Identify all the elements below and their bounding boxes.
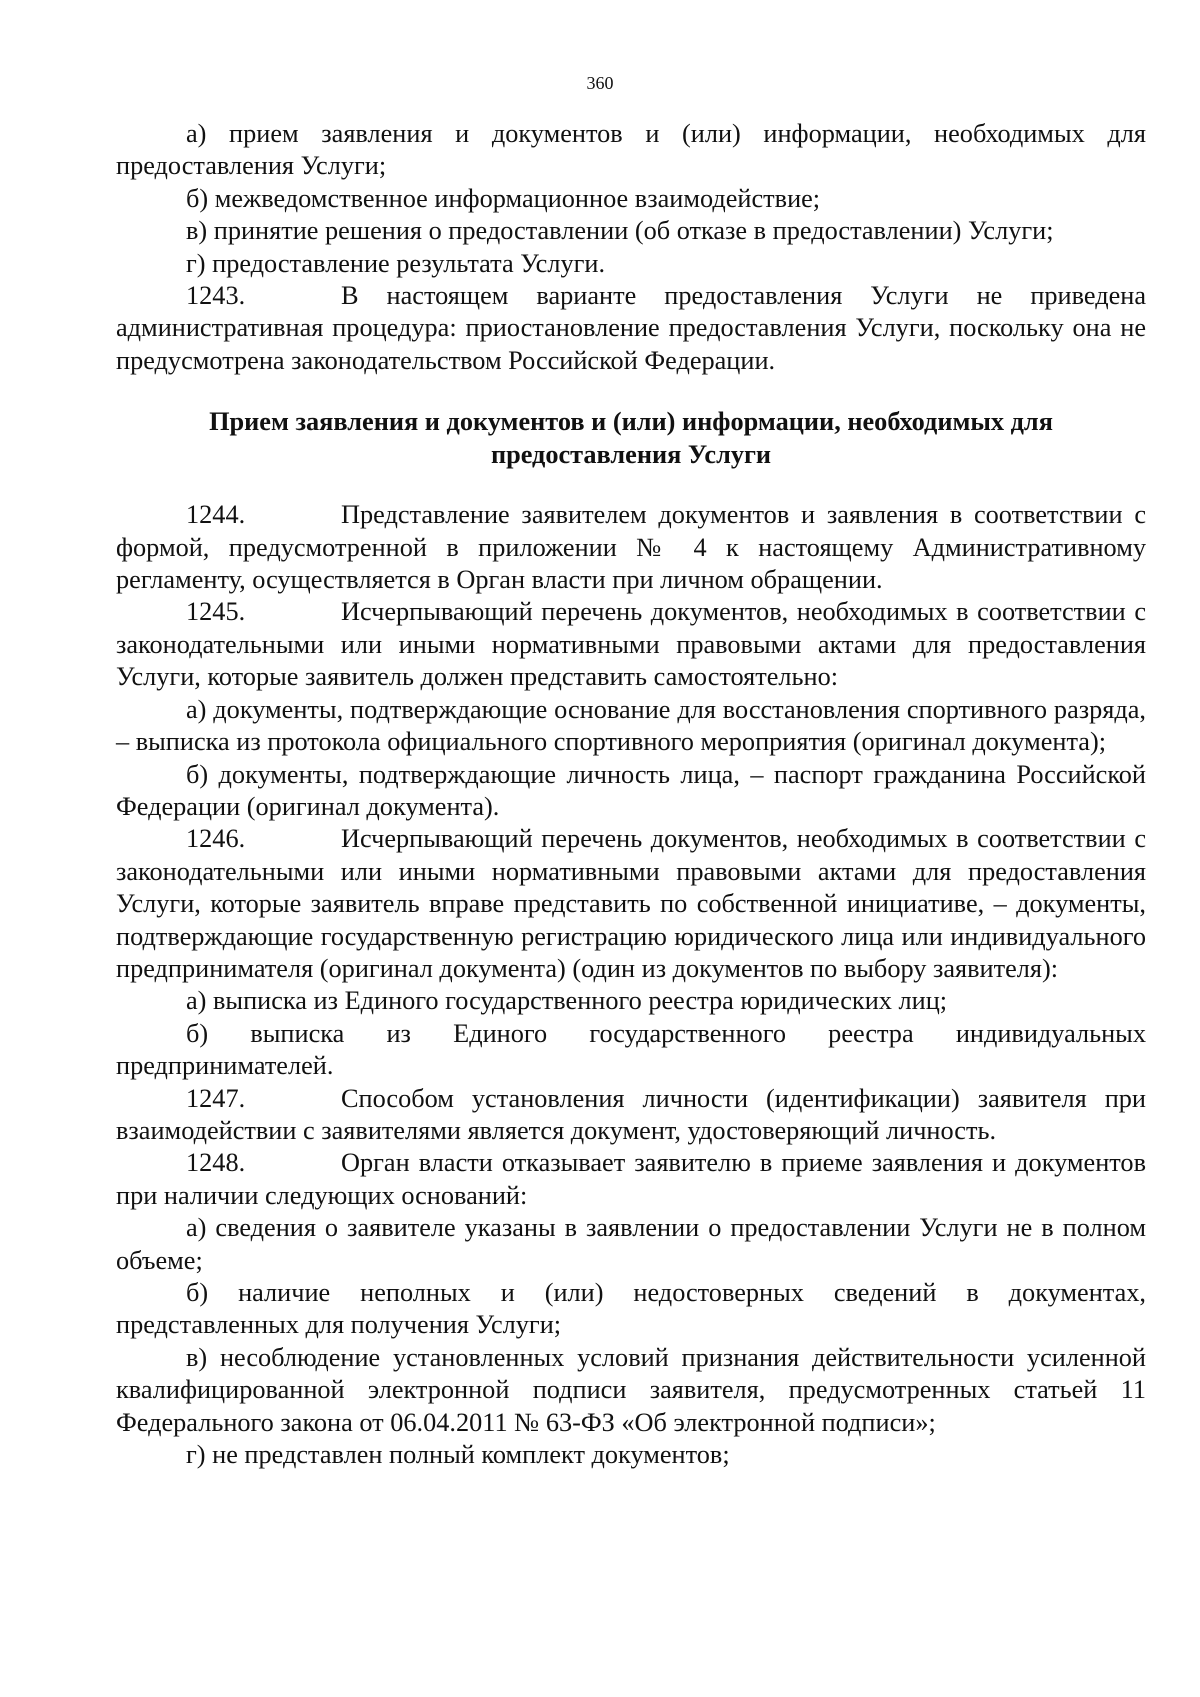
list-item-paragraph: б) документы, подтверждающие личность лица, – паспорт гражданина Российской Федерации (оригинал документа). [116, 759, 1146, 821]
numbered-paragraph [116, 1083, 1146, 1148]
numbered-paragraph [116, 499, 1146, 596]
paragraph-number: 1246. [186, 824, 246, 854]
paragraphs-before-section [116, 118, 1146, 377]
paragraph-number: 1243. [186, 281, 246, 311]
list-item-paragraph: а) выписка из Единого государственного реестра юридических лиц; [186, 986, 948, 1016]
list-item-paragraph: а) документы, подтверждающие основание для восстановления спортивного разряда, – выписка из протокола официального спортивного мероприятия (оригинал документа); [116, 694, 1146, 757]
list-item-paragraph: в) принятие решения о предоставлении (об отказе в предоставлении) Услуги; [186, 216, 1054, 246]
page-number: 360 [586, 73, 614, 93]
numbered-paragraph [116, 280, 1146, 377]
paragraph-number: 1244. [186, 500, 246, 530]
list-item-paragraph: а) сведения о заявителе указаны в заявлении о предоставлении Услуги не в полном объеме; [116, 1213, 1146, 1275]
paragraphs-after-section [116, 499, 1146, 1471]
paragraph-text: Исчерпывающий перечень документов, необходимых в соответствии с законодательными или иными нормативными правовыми актами для предоставления Услуги, которые заявитель должен представить самостоятельно: [116, 597, 1146, 692]
list-item-paragraph: б) межведомственное информационное взаимодействие; [186, 183, 821, 213]
list-item-paragraph: а) прием заявления и документов и (или) информации, необходимых для предоставления Услуги; [116, 119, 1146, 181]
section-title: Прием заявления и документов и (или) информации, необходимых для предоставления Услуги [209, 407, 1053, 470]
paragraph-number: 1247. [186, 1083, 246, 1113]
paragraph-text: Исчерпывающий перечень документов, необходимых в соответствии с законодательными или иными нормативными правовыми актами для предоставления Услуги, которые заявитель вправе представить по собственной инициативе, – документы, подтверждающие государственную регистрацию юридического лица или индивидуального предпринимателя (оригинал документа) (один из документов по выбору заявителя): [116, 824, 1146, 983]
paragraph-text: Представление заявителем документов и заявления в соответствии с формой, предусмотренной в приложении № 4 к настоящему Административному регламенту, осуществляется в Орган власти при личном обращении. [116, 500, 1146, 595]
numbered-paragraph [116, 1147, 1146, 1212]
list-item-paragraph: б) наличие неполных и (или) недостоверных сведений в документах, представленных для получения Услуги; [116, 1278, 1146, 1340]
paragraph-number: 1245. [186, 597, 246, 627]
list-item-paragraph: г) предоставление результата Услуги. [186, 248, 606, 278]
document-body [116, 118, 1146, 1471]
paragraph-text: Способом установления личности (идентификации) заявителя при взаимодействии с заявителями является документ, удостоверяющий личность. [116, 1083, 1146, 1145]
paragraph-text: Орган власти отказывает заявителю в приеме заявления и документов при наличии следующих оснований: [116, 1148, 1146, 1210]
list-item-paragraph: б) выписка из Единого государственного реестра индивидуальных предпринимателей. [116, 1018, 1146, 1081]
paragraph-text: В настоящем варианте предоставления Услуги не приведена административная процедура: приостановление предоставления Услуги, поскольку она не предусмотрена законодательством Российской Федерации. [116, 281, 1146, 375]
numbered-paragraph [116, 823, 1146, 985]
numbered-paragraph [116, 596, 1146, 693]
list-item-paragraph: в) несоблюдение установленных условий признания действительности усиленной квалифицированной электронной подписи заявителя, предусмотренных статьей 11 Федерального закона от 06.04.2011 № 63-ФЗ «Об электронной подписи»; [116, 1342, 1146, 1437]
list-item-paragraph: г) не представлен полный комплект документов; [186, 1440, 730, 1470]
paragraph-number: 1248. [186, 1148, 246, 1178]
